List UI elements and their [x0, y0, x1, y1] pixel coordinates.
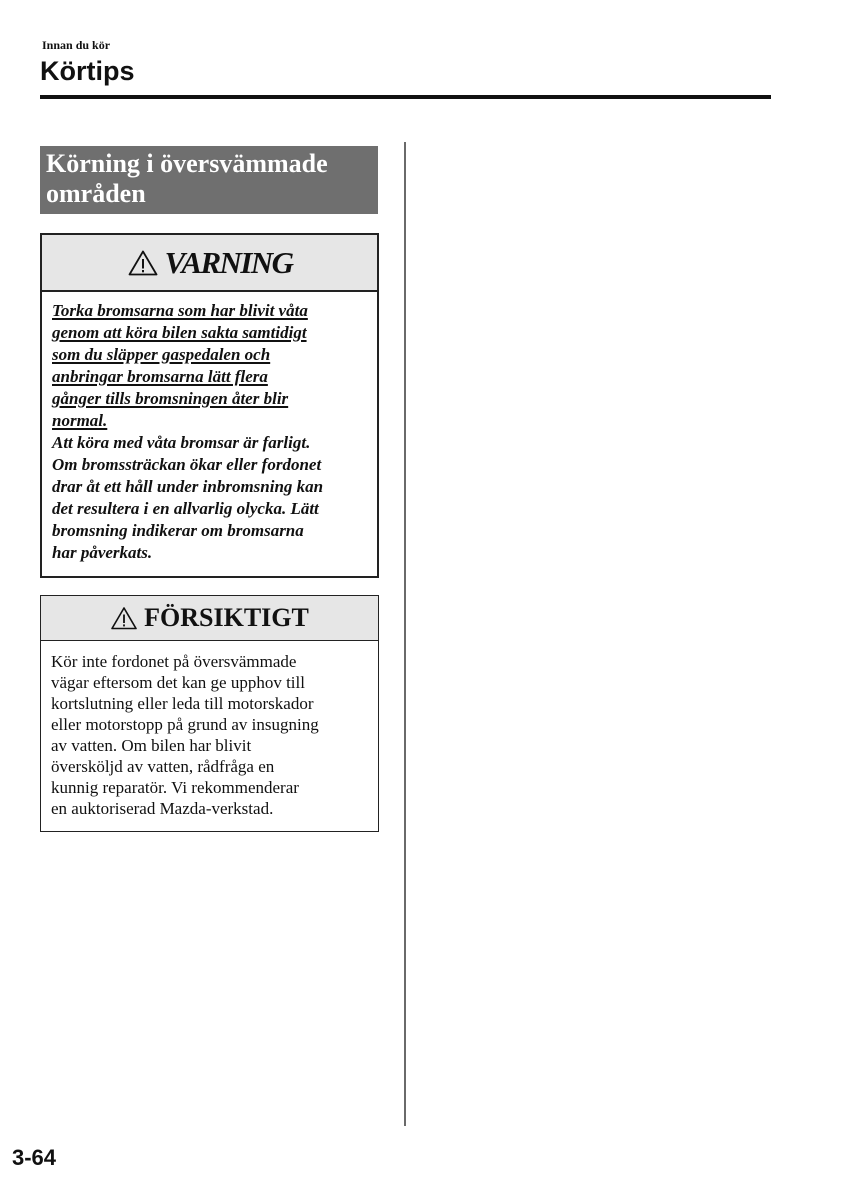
caution-line: en auktoriserad Mazda-verkstad. — [51, 799, 274, 818]
topic-heading: Körning i översvämmade områden — [40, 146, 378, 214]
caution-text — [41, 641, 378, 819]
caution-line: kunnig reparatör. Vi rekommenderar — [51, 778, 299, 797]
warning-line: bromsning indikerar om bromsarna — [52, 521, 304, 540]
warning-triangle-icon — [127, 249, 159, 277]
caution-title: FÖRSIKTIGT — [144, 603, 309, 632]
caution-line: översköljd av vatten, rådfråga en — [51, 757, 275, 776]
caution-line: kortslutning eller leda till motorskador — [51, 694, 314, 713]
warning-text — [42, 292, 377, 564]
warning-underlined-line: gånger tills bromsningen åter blir — [52, 389, 289, 408]
warning-underlined-line: genom att köra bilen sakta samtidigt — [52, 323, 307, 342]
warning-triangle-icon — [110, 606, 138, 631]
warning-line: Om bromssträckan ökar eller fordonet — [52, 455, 322, 474]
page-number: 3-64 — [12, 1145, 57, 1170]
caution-line: eller motorstopp på grund av insugning — [51, 715, 319, 734]
warning-underlined-line: anbringar bromsarna lätt flera — [52, 367, 268, 386]
title-rule — [40, 95, 771, 99]
warning-box — [40, 233, 379, 578]
warning-title: VARNING — [164, 244, 293, 280]
caution-line: vägar eftersom det kan ge upphov till — [51, 673, 305, 692]
page-title: Körtips — [40, 56, 135, 86]
warning-line: Att köra med våta bromsar är farligt. — [52, 433, 311, 452]
warning-line: har påverkats. — [52, 543, 153, 562]
warning-underlined-line: normal. — [52, 411, 108, 430]
warning-line: det resultera i en allvarlig olycka. Lätt — [52, 499, 319, 518]
column-divider — [404, 142, 406, 1126]
warning-line: drar åt ett håll under inbromsning kan — [52, 477, 324, 496]
caution-box — [40, 595, 379, 832]
warning-underlined-line: Torka bromsarna som har blivit våta — [52, 301, 308, 320]
warning-header — [42, 235, 377, 292]
caution-line: av vatten. Om bilen har blivit — [51, 736, 252, 755]
warning-underlined-line: som du släpper gaspedalen och — [52, 345, 271, 364]
caution-line: Kör inte fordonet på översvämmade — [51, 652, 297, 671]
caution-header — [41, 596, 378, 641]
section-label: Innan du kör — [42, 38, 111, 52]
